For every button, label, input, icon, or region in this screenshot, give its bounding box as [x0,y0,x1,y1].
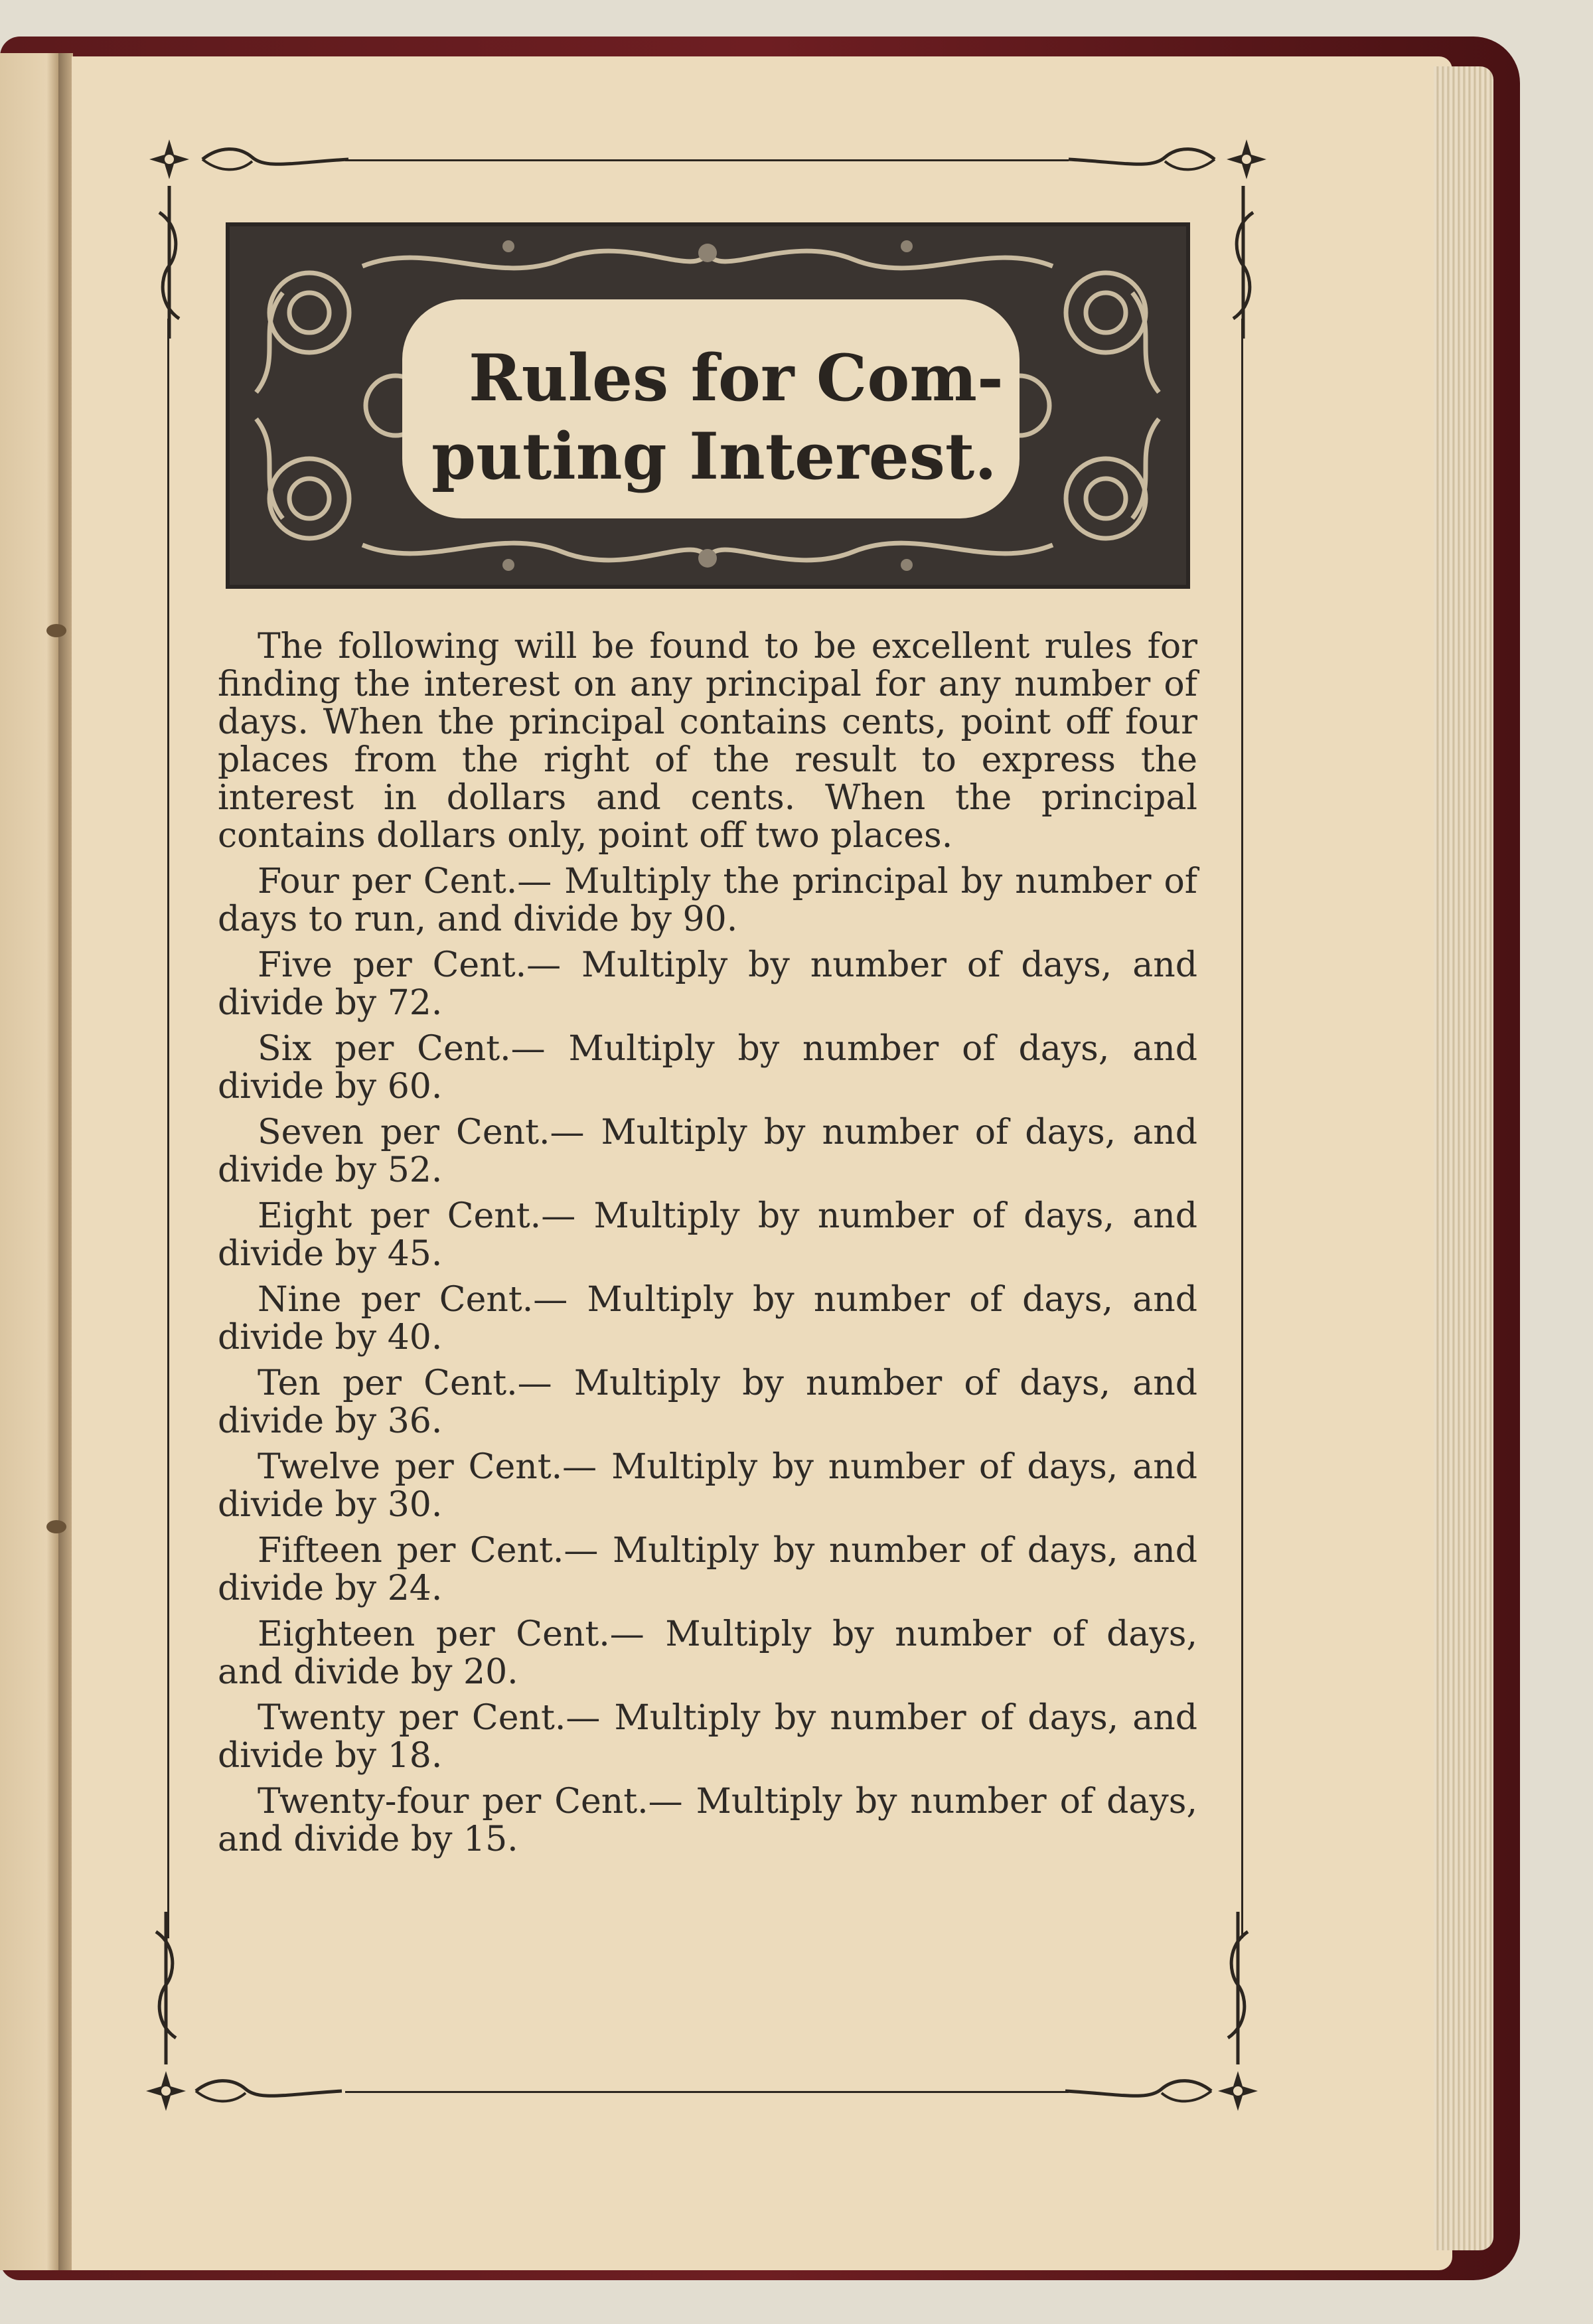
rule-rate: Ten per Cent. [258,1363,518,1403]
rule-text: — Multiply by number of days, and divide by 72. [218,945,1197,1023]
rule-text: — Multiply by number of days, and divide by 15. [218,1782,1197,1859]
title-line: puting Interest. [431,419,997,494]
scroll-flourish-icon [1065,143,1218,176]
book-gutter [58,53,73,2270]
rule-rate: Eight per Cent. [258,1196,542,1236]
rule-text: — Multiply by number of days, and divide by 20. [218,1614,1197,1692]
corner-ornament-icon [143,2068,189,2114]
rule-rate: Four per Cent. [258,862,518,901]
rule-text: — Multiply by number of days, and divide by 45. [218,1196,1198,1274]
rule-paragraph [218,1030,1197,1106]
title-line: Rules for Com- [469,341,1004,416]
rule-paragraph [218,1448,1197,1524]
title-frame [226,222,1190,589]
binding-stitch [46,1520,66,1533]
rule-rate: Eighteen per Cent. [258,1614,610,1654]
rule-paragraph [218,1532,1197,1608]
vertical-flourish-icon [1221,1912,1254,2064]
rule-text: — Multiply by number of days, and divide by 52. [218,1113,1197,1190]
rule-rate: Twelve per Cent. [258,1447,563,1487]
vertical-flourish-icon [153,186,186,339]
page-title [429,339,1004,496]
right-rule [1241,319,1243,1938]
scroll-flourish-icon [192,2074,345,2108]
vertical-flourish-icon [149,1912,183,2064]
rule-rate: Seven per Cent. [258,1113,550,1152]
rule-paragraph [218,947,1197,1022]
top-rule [345,159,1069,161]
corner-ornament-icon [1215,2068,1261,2114]
rule-paragraph [218,1281,1197,1357]
intro-paragraph: The following will be found to be excellent rules for finding the interest on any principal for any number of days. When the principal contains cents, point off four places from the right of the result to express the interest in dollars and cents. When the principal contains dollars only, point off two places. [218,627,1197,856]
rule-paragraph [218,1365,1197,1440]
left-rule [167,319,169,1938]
rule-paragraph [218,1699,1197,1775]
rule-rate: Fifteen per Cent. [258,1531,564,1571]
rule-text: — Multiply by number of days, and divide by 36. [218,1363,1197,1441]
rule-text: — Multiply by number of days, and divide by 40. [218,1280,1197,1357]
rule-text: — Multiply by number of days, and divide by 18. [218,1698,1197,1776]
rule-paragraph [218,1783,1197,1859]
scroll-flourish-icon [199,143,352,176]
rule-paragraph [218,1114,1197,1190]
rule-paragraph [218,1616,1197,1691]
binding-stitch [46,624,66,637]
rule-rate: Five per Cent. [258,945,527,985]
corner-ornament-icon [146,136,192,183]
rule-text: — Multiply the principal by number of days to run, and divide by 90. [218,862,1198,939]
left-page-edge [0,53,58,2270]
scroll-flourish-icon [1062,2074,1215,2108]
rule-text: — Multiply by number of days, and divide by 30. [218,1447,1197,1525]
rule-paragraph [218,863,1197,939]
corner-ornament-icon [1223,136,1270,183]
page-edges [1434,66,1493,2250]
rule-text: — Multiply by number of days, and divide by 24. [218,1531,1198,1608]
rule-rate: Twenty per Cent. [258,1698,566,1738]
rule-text: — Multiply by number of days, and divide by 60. [218,1029,1197,1107]
bottom-rule [345,2091,1069,2093]
rule-rate: Six per Cent. [258,1029,511,1069]
rule-rate: Twenty-four per Cent. [258,1782,648,1821]
rule-rate: Nine per Cent. [258,1280,534,1320]
body-text [218,628,1197,1867]
rule-paragraph [218,1198,1197,1273]
vertical-flourish-icon [1227,186,1260,339]
